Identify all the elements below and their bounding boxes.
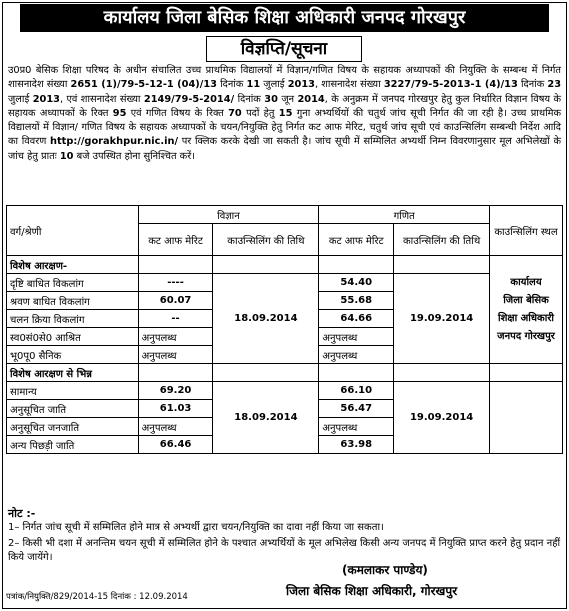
website-link[interactable]: http://gorakhpur.nic.in/ — [50, 136, 179, 148]
header-science: विज्ञान — [138, 206, 319, 224]
notes-title: नोट :- — [8, 507, 36, 520]
table-row: स्व0सं0से0 आश्रित अनुपलब्ध अनुपलब्ध — [7, 328, 563, 346]
header-category: वर्ग/श्रेणी — [7, 206, 139, 256]
table-row: अनुसूचित जनजाति अनुपलब्ध अनुपलब्ध — [7, 418, 563, 436]
notice-body: उ0प्र0 बेसिक शिक्षा परिषद के अधीन संचालित उच्च प्राथमिक विद्यालयों में विज्ञान/गणित विषय के सहायक अध्यापकों की नियुक्ति के सम्बन्ध में निर्गत शासनादेश संख्या 2651 (1)/79-5-12-1 (04)/13 दिनांक 11 जुलाई 2013, शासनादेश संख्या 3227/79-5-2013-1 (4)/13 दिनांक 23 जुलाई 2013, एवं शासनादेश संख्या 2149/79-5-2014/ दिनांक 30 जून 2014, के अनुक्रम में जनपद गोरखपुर हेतु कुल निर्धारित विज्ञान विषय के सहायक अध्यापकों के रिक्त 95 एवं गणित विषय के रिक्त 70 पदों हेतु 15 गुना अभ्यर्थियों की चतुर्थ जांच सूची निर्गत की जा रही है। उच्च प्राथमिक विद्यालयों में विज्ञान/ गणित विषय के सहायक अध्यापकों के चयन/नियुक्ति हेतु निर्गत कट आफ मेरिट, चतुर्थ जांच सूची एवं काउन्सिलिंग सम्बन्धी निर्देश आदि का विवरण http://gorakhpur.nic.in/ पर क्लिक करके देखी जा सकती है। जांच सूची में सम्मिलित अभ्यर्थी निम्न विवरणानुसार मूल अभिलेखों के जांच हेतु प्रातः 10 बजे उपस्थित होना सुनिश्चित करें। — [8, 65, 562, 162]
header-sci-cutoff: कट आफ मेरिट — [138, 224, 213, 256]
header-math: गणित — [319, 206, 490, 224]
table-row: अन्य पिछड़ी जाति 66.46 63.98 — [7, 436, 563, 454]
section-special: विशेष आरक्षण- — [7, 256, 139, 274]
note-2: 2– किसी भी दशा में अनन्तिम चयन सूची में सम्मिलित होने के पश्चात अभ्यर्थियों के मूल अभिलेख किसी अन्य जनपद में नियुक्ति प्राप्त करने हेतु प्रदान नहीं किये जायेंगे। — [8, 538, 561, 563]
header-math-cutoff: कट आफ मेरिट — [319, 224, 394, 256]
note-1: 1– निर्गत जांच सूची में सम्मिलित होने मात्र से अभ्यर्थी द्वारा चयन/नियुक्ति का दावा नहीं किया जा सकता। — [8, 522, 384, 533]
cutoff-table — [6, 205, 563, 454]
notice-title: विज्ञप्ति/सूचना — [206, 36, 362, 62]
signatory-name: (कमलाकर पाण्डेय) — [342, 563, 428, 577]
table-row: चलन क्रिया विकलांग -- 64.66 — [7, 310, 563, 328]
math-date-2: 19.09.2014 — [394, 382, 490, 454]
office-header: कार्यालय जिला बेसिक शिक्षा अधिकारी जनपद गोरखपुर — [20, 4, 549, 32]
science-date-2: 18.09.2014 — [213, 382, 319, 454]
table-row: भू0पू0 सैनिक अनुपलब्ध अनुपलब्ध — [7, 346, 563, 364]
header-venue: काउन्सिलिंग स्थल — [490, 206, 563, 256]
science-date-1: 18.09.2014 — [213, 274, 319, 364]
venue-cell: कार्यालय जिला बेसिक शिक्षा अधिकारी जनपद गोरखपुर — [490, 256, 563, 364]
table-row: सामान्य 69.20 18.09.2014 66.10 19.09.2014 — [7, 382, 563, 400]
reference-number: पत्रांक/नियुक्ति/829/2014-15 दिनांक : 12.09.2014 — [6, 592, 188, 602]
header-sci-date: काउन्सिलिंग की तिथि — [213, 224, 319, 256]
header-math-date: काउन्सिलिंग की तिथि — [394, 224, 490, 256]
section-general: विशेष आरक्षण से भिन्न — [7, 364, 139, 382]
table-row: अनुसूचित जाति 61.03 56.47 — [7, 400, 563, 418]
signatory-designation: जिला बेसिक शिक्षा अधिकारी, गोरखपुर — [286, 584, 458, 598]
table-row: दृष्टि बाधित विकलांग ---- 18.09.2014 54.40 19.09.2014 — [7, 274, 563, 292]
math-date-1: 19.09.2014 — [394, 274, 490, 364]
table-row: श्रवण बाधित विकलांग 60.07 55.68 — [7, 292, 563, 310]
